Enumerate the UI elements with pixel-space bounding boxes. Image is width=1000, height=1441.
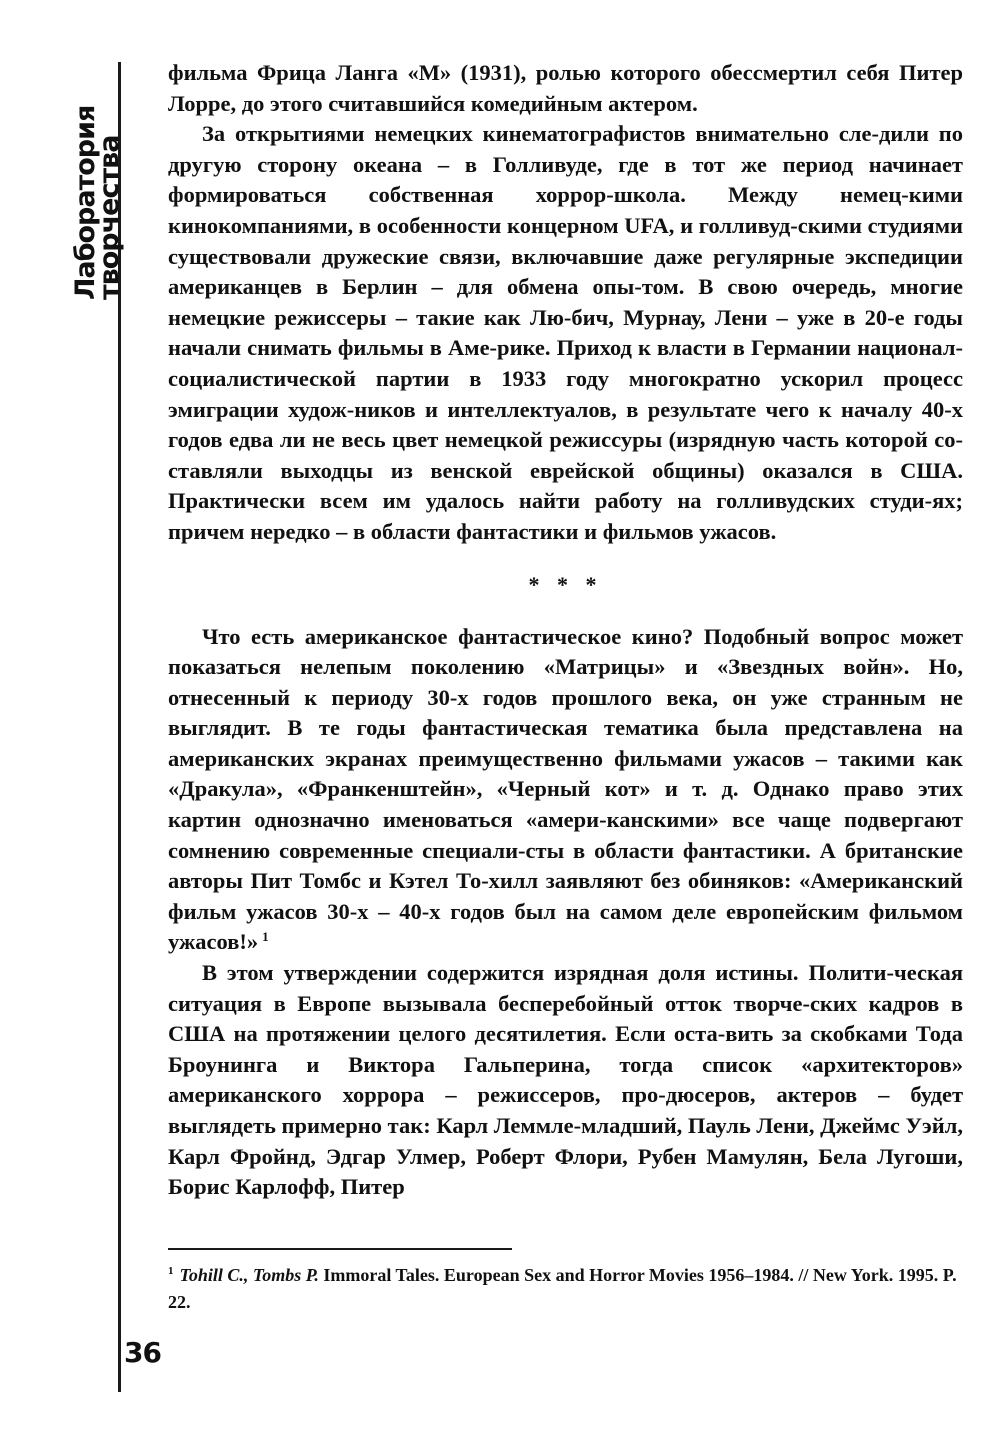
footnote-divider [168,1248,512,1250]
page-body [168,58,963,1203]
section-separator: * * * [528,571,603,597]
sidebar-label-line-1: Лаборатория [70,105,101,300]
footnote-marker: 1 [168,1265,174,1277]
section-sidebar-label [70,105,125,300]
paragraph-3-text: Что есть американское фантастическое кино? Подобный вопрос может показаться нелепым поколению «Матрицы» и «Звездных войн». Но, отнесенный к периоду 30-х годов прошлого века, он уже странным не выглядит. В те годы фантастическая тематика была представлена на американских экранах преимущественно фильмами ужасов – такими как «Дракула», «Франкенштейн», «Черный кот» и т. д. Однако право этих картин однозначно именоваться «амери-канскими» все чаще подвергают сомнению современные специали-сты в области фантастики. А британские авторы Пит Томбс и Кэтел То-хилл заявляют без обиняков: «Американский фильм ужасов 30-х – 40-х годов был на самом деле европейским фильмом ужасов!» [168,623,963,955]
page-number: 36 [124,1336,161,1369]
paragraph-2: За открытиями немецких кинематографистов внимательно сле-дили по другую сторону океана – в Голливуде, где в тот же период начинает формироваться собственная хоррор-школа. Между немец-кими кинокомпаниями, в особенности концерном UFA, и голливуд-скими студиями существовали дружеские связи, включавшие даже регулярные экспедиции американцев в Берлин – для обмена опы-том. В свою очередь, многие немецкие режиссеры – такие как Лю-бич, Мурнау, Лени – уже в 20-е годы начали снимать фильмы в Аме-рике. Приход к власти в Германии национал-социалистической партии в 1933 году многократно ускорил процесс эмиграции худож-ников и интеллектуалов, в результате чего к началу 40-х годов едва ли не весь цвет немецкой режиссуры (изрядную часть которой со-ставляли выходцы из венской еврейской общины) оказался в США. Практически всем им удалось найти работу на голливудских студи-ях; причем нередко – в области фантастики и фильмов ужасов. [168,121,963,544]
footnote-reference: 1 [262,928,269,944]
paragraph-3 [168,622,963,959]
paragraph-4: В этом утверждении содержится изрядная доля истины. Полити-ческая ситуация в Европе вызывала бесперебойный отток творче-ских кадров в США на протяжении целого десятилетия. Если оста-вить за скобками Тода Броунинга и Виктора Гальперина, тогда список «архитекторов» американского хоррора – режиссеров, про-дюсеров, актеров – будет выглядеть примерно так: Карл Леммле-младший, Пауль Лени, Джеймс Уэйл, Карл Фройнд, Эдгар Улмер, Роберт Флори, Рубен Мамулян, Бела Лугоши, Борис Карлофф, Питер [168,960,963,1200]
paragraph-1: фильма Фрица Ланга «М» (1931), ролью которого обессмертил себя Питер Лорре, до этого считавшийся комедийным актером. [168,60,963,116]
footnote [168,1262,963,1316]
sidebar-label-line-2: творчества [94,135,125,300]
footnote-authors: Tohill C., Tombs P. [179,1265,319,1285]
footnote-text: Immoral Tales. European Sex and Horror Movies 1956–1984. // New York. 1995. P. 22. [168,1265,957,1312]
